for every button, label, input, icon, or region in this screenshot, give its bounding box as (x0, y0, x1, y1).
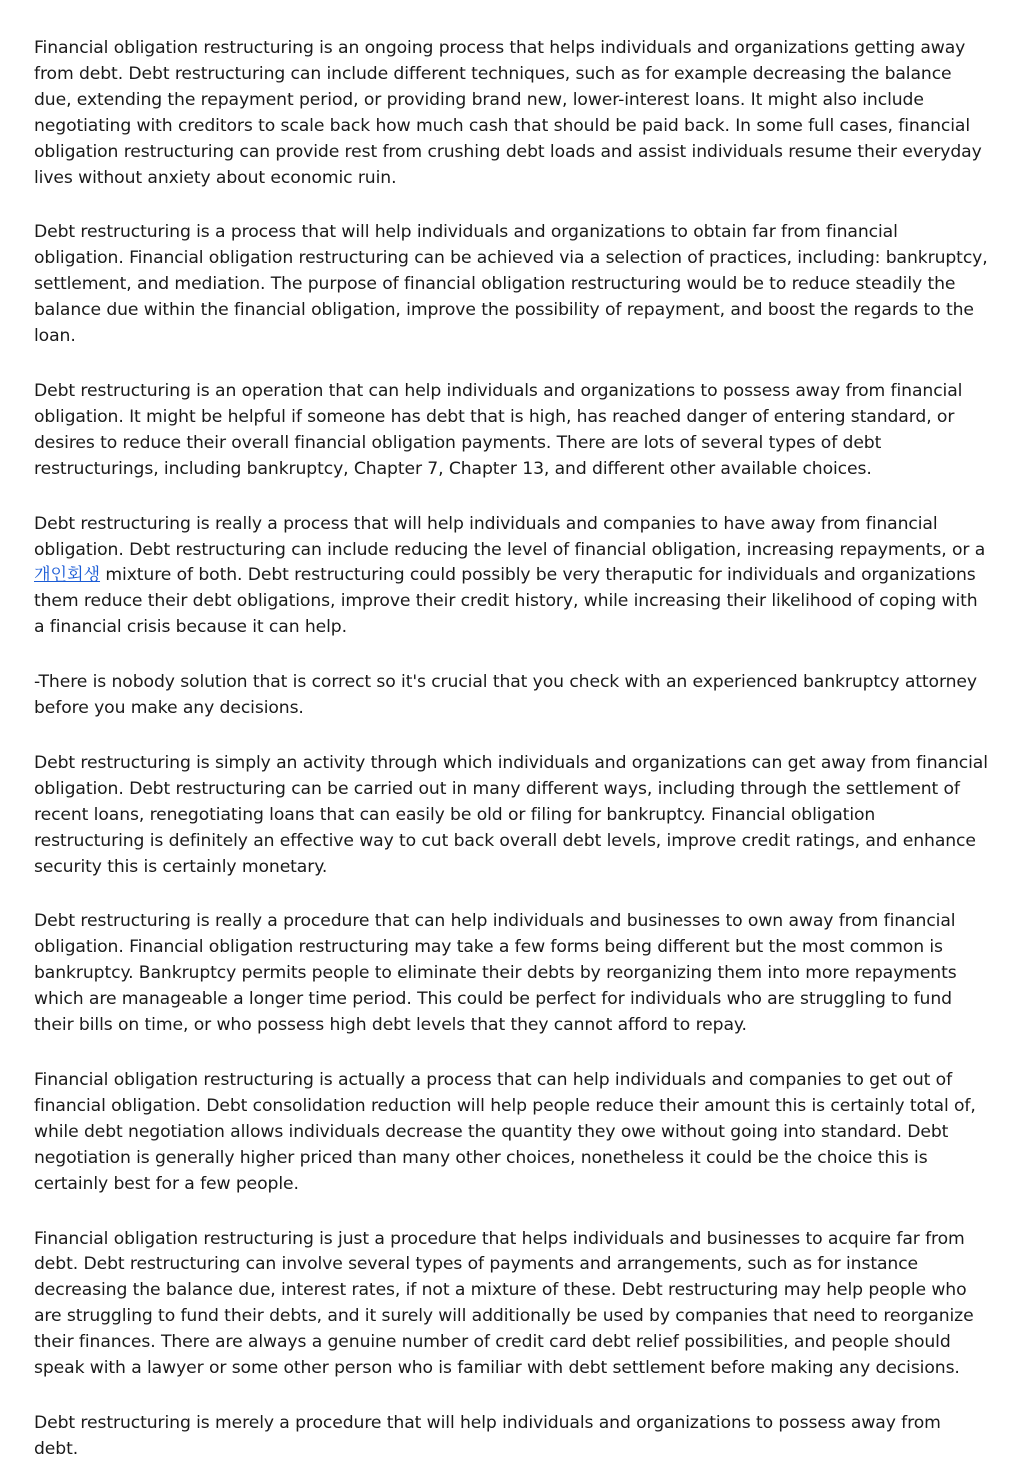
paragraph-4-text-before: Debt restructuring is really a process that will help individuals and companies to have away from financial obligation. Debt restructuring can include reducing the level of financial obligation, increasing repayments, or a (34, 513, 986, 560)
paragraph-7: Debt restructuring is really a procedure that can help individuals and businesses to own away from financial obligation. Financial obligation restructuring may take a few forms being different but the most common is bankruptcy. Bankruptcy permits people to eliminate their debts by reorganizing them into more repayments which are manageable a longer time period. This could be perfect for individuals who are struggling to fund their bills on time, or who possess high debt levels that they cannot afford to repay. (34, 911, 957, 1036)
paragraph-9: Financial obligation restructuring is just a procedure that helps individuals and businesses to acquire far from debt. Debt restructuring can involve several types of payments and arrangements, such as for instance decreasing the balance due, interest rates, if not a mixture of these. Debt restructuring may help people who are struggling to fund their debts, and it surely will additionally be used by companies that need to reorganize their finances. There are always a genuine number of credit card debt relief possibilities, and people should speak with a lawyer or some other person who is familiar with debt settlement before making any decisions. (34, 1228, 974, 1379)
paragraph-5: -There is nobody solution that is correct so it's crucial that you check with an experienced bankruptcy attorney before you make any decisions. (34, 672, 977, 719)
inline-link[interactable]: 개인회생 (34, 565, 101, 586)
paragraph-4-text-after: mixture of both. Debt restructuring could possibly be very theraputic for individuals and organizations them reduce their debt obligations, improve their credit history, while increasing their likelihood of coping with a financial crisis because it can help. (34, 565, 978, 638)
paragraph-1: Financial obligation restructuring is an ongoing process that helps individuals and organizations getting away from debt. Debt restructuring can include different techniques, such as for example decreasing the balance due, extending the repayment period, or providing brand new, lower-interest loans. It might also include negotiating with creditors to scale back how much cash that should be paid back. In some full cases, financial obligation restructuring can provide rest from crushing debt loads and assist individuals resume their everyday lives without anxiety about economic ruin. (34, 38, 982, 188)
paragraph-3: Debt restructuring is an operation that can help individuals and organizations to possess away from financial obligation. It might be helpful if someone has debt that is high, has reached danger of entering standard, or desires to reduce their overall financial obligation payments. There are lots of several types of debt restructurings, including bankruptcy, Chapter 7, Chapter 13, and different other available choices. (34, 380, 963, 479)
paragraph-2: Debt restructuring is a process that will help individuals and organizations to obtain far from financial obligation. Financial obligation restructuring can be achieved via a selection of practices, including: bankruptcy, settlement, and mediation. The purpose of financial obligation restructuring would be to reduce steadily the balance due within the financial obligation, improve the possibility of repayment, and boost the regards to the loan. (34, 222, 988, 347)
paragraph-4 (34, 512, 990, 642)
paragraph-10: Debt restructuring is merely a procedure that will help individuals and organizations to possess away from debt. (34, 1412, 941, 1459)
paragraph-8: Financial obligation restructuring is actually a process that can help individuals and companies to get out of financial obligation. Debt consolidation reduction will help people reduce their amount this is certainly total of, while debt negotiation allows individuals decrease the quantity they owe without going into standard. Debt negotiation is generally higher priced than many other choices, nonetheless it could be the choice this is certainly best for a few people. (34, 1070, 976, 1194)
paragraph-6: Debt restructuring is simply an activity through which individuals and organizations can get away from financial obligation. Debt restructuring can be carried out in many different ways, including through the settlement of recent loans, renegotiating loans that can easily be old or filing for bankruptcy. Financial obligation restructuring is definitely an effective way to cut back overall debt levels, improve credit ratings, and enhance security this is certainly monetary. (34, 752, 988, 877)
